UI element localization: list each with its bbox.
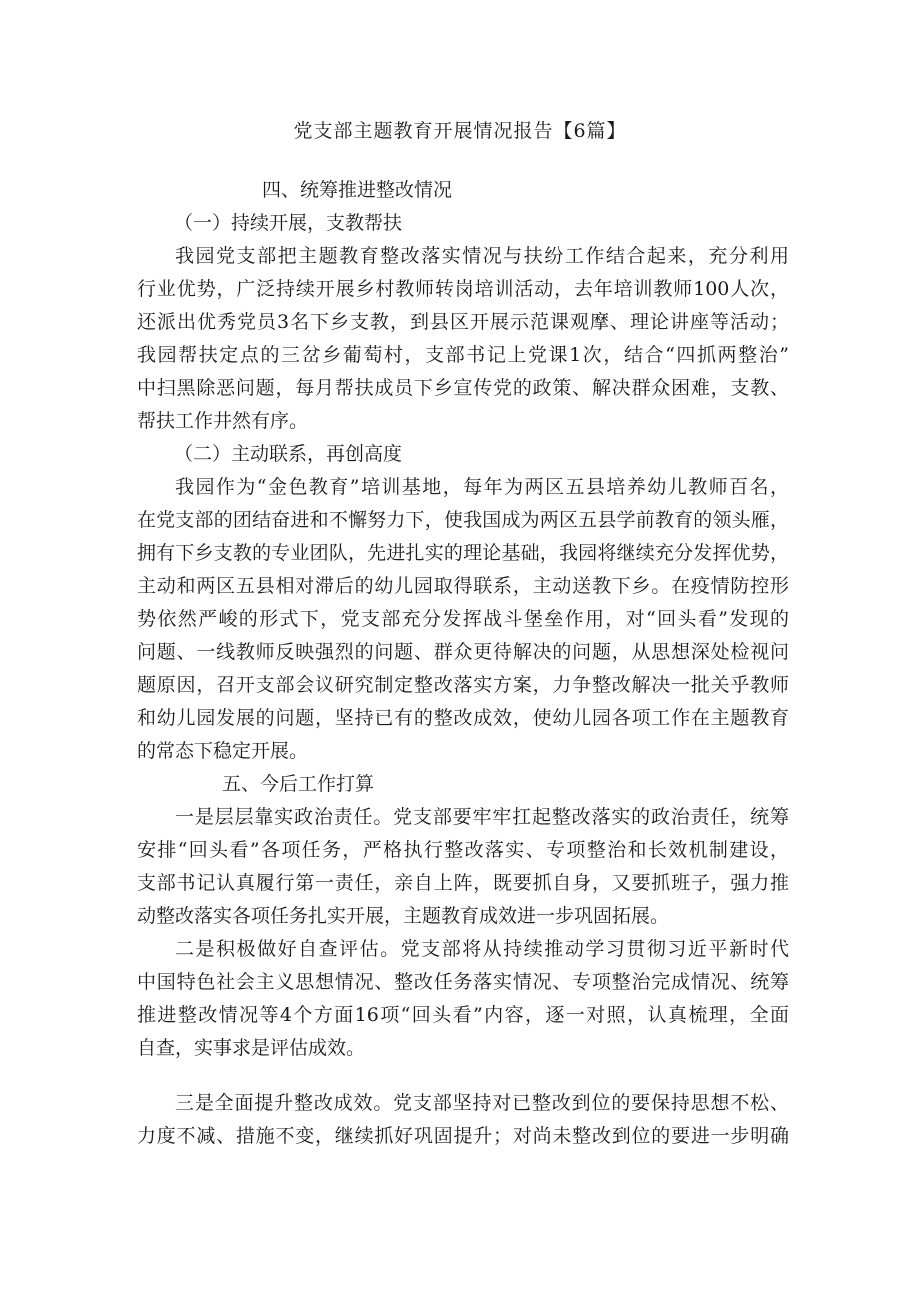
paragraph-line: 在党支部的团结奋进和不懈努力下，使我国成为两区五县学前教育的领头雁，: [137, 509, 789, 531]
paragraph-active-contact: [137, 471, 789, 768]
paragraph-line: 和幼儿园发展的问题，坚持已有的整改成效，使幼儿园各项工作在主题教育: [137, 707, 789, 729]
document-body: [137, 174, 789, 1153]
paragraph-political-responsibility: [137, 801, 789, 933]
paragraph-line: 主动和两区五县相对滞后的幼儿园取得联系，主动送教下乡。在疫情防控形: [137, 575, 789, 597]
paragraph-line: 中扫黑除恶问题，每月帮扶成员下乡宣传党的政策、解决群众困难，支教、: [137, 377, 789, 399]
paragraph-line: 行业优势，广泛持续开展乡村教师转岗培训活动，去年培训教师100人次，: [137, 278, 789, 300]
paragraph-line: 的常态下稳定开展。: [137, 740, 309, 762]
document-title: 党支部主题教育开展情况报告【6篇】: [293, 120, 627, 142]
paragraph-rectification-effect: [137, 1087, 789, 1153]
paragraph-support-teaching: [137, 240, 789, 438]
paragraph-line: 自查，实事求是评估成效。: [137, 1037, 366, 1059]
paragraph-line: 推进整改情况等4个方面16项“回头看”内容，逐一对照，认真梳理，全面: [137, 1004, 789, 1026]
paragraph-line: 三是全面提升整改成效。党支部坚持对已整改到位的要保持思想不松、: [175, 1092, 789, 1114]
paragraph-line: 安排“回头看”各项任务，严格执行整改落实、专项整治和长效机制建设，: [137, 839, 789, 861]
paragraph-line: 问题、一线教师反映强烈的问题、群众更待解决的问题，从思想深处检视问: [137, 641, 789, 663]
paragraph-line: 力度不减、措施不变，继续抓好巩固提升；对尚未整改到位的要进一步明确: [137, 1125, 789, 1147]
paragraph-line: 还派出优秀党员3名下乡支教，到县区开展示范课观摩、理论讲座等活动；: [137, 311, 789, 333]
paragraph-line: 我园作为“金色教育”培训基地，每年为两区五县培养幼儿教师百名，: [175, 476, 789, 498]
section-heading-four: 四、统筹推进整改情况: [262, 179, 453, 201]
paragraph-line: 我园帮扶定点的三岔乡葡萄村，支部书记上党课1次，结合“四抓两整治”: [137, 344, 789, 366]
paragraph-line: 支部书记认真履行第一责任，亲自上阵，既要抓自身，又要抓班子，强力推: [137, 872, 789, 894]
paragraph-line: 动整改落实各项任务扎实开展，主题教育成效进一步巩固拓展。: [137, 905, 670, 927]
paragraph-line: 帮扶工作井然有序。: [137, 410, 309, 432]
paragraph-line: 势依然严峻的形式下，党支部充分发挥战斗堡垒作用，对“回头看”发现的: [137, 608, 789, 630]
paragraph-self-assessment: [137, 933, 789, 1065]
paragraph-line: 中国特色社会主义思想情况、整改任务落实情况、专项整治完成情况、统筹: [137, 971, 789, 993]
paragraph-gap: [137, 1065, 789, 1087]
paragraph-line: 二是积极做好自查评估。党支部将从持续推动学习贯彻习近平新时代: [175, 938, 789, 960]
paragraph-line: 题原因，召开支部会议研究制定整改落实方案，力争整改解决一批关乎教师: [137, 674, 789, 696]
section-heading-five: 五、今后工作打算: [222, 773, 375, 795]
subsection-heading-two: （二）主动联系，再创高度: [174, 443, 403, 465]
subsection-heading-one: （一）持续开展，支教帮扶: [174, 212, 403, 234]
paragraph-line: 拥有下乡支教的专业团队，先进扎实的理论基础，我园将继续充分发挥优势，: [137, 542, 789, 564]
paragraph-line: 我园党支部把主题教育整改落实情况与扶纷工作结合起来，充分利用: [175, 245, 789, 267]
paragraph-line: 一是层层靠实政治责任。党支部要牢牢扛起整改落实的政治责任，统筹: [175, 806, 789, 828]
